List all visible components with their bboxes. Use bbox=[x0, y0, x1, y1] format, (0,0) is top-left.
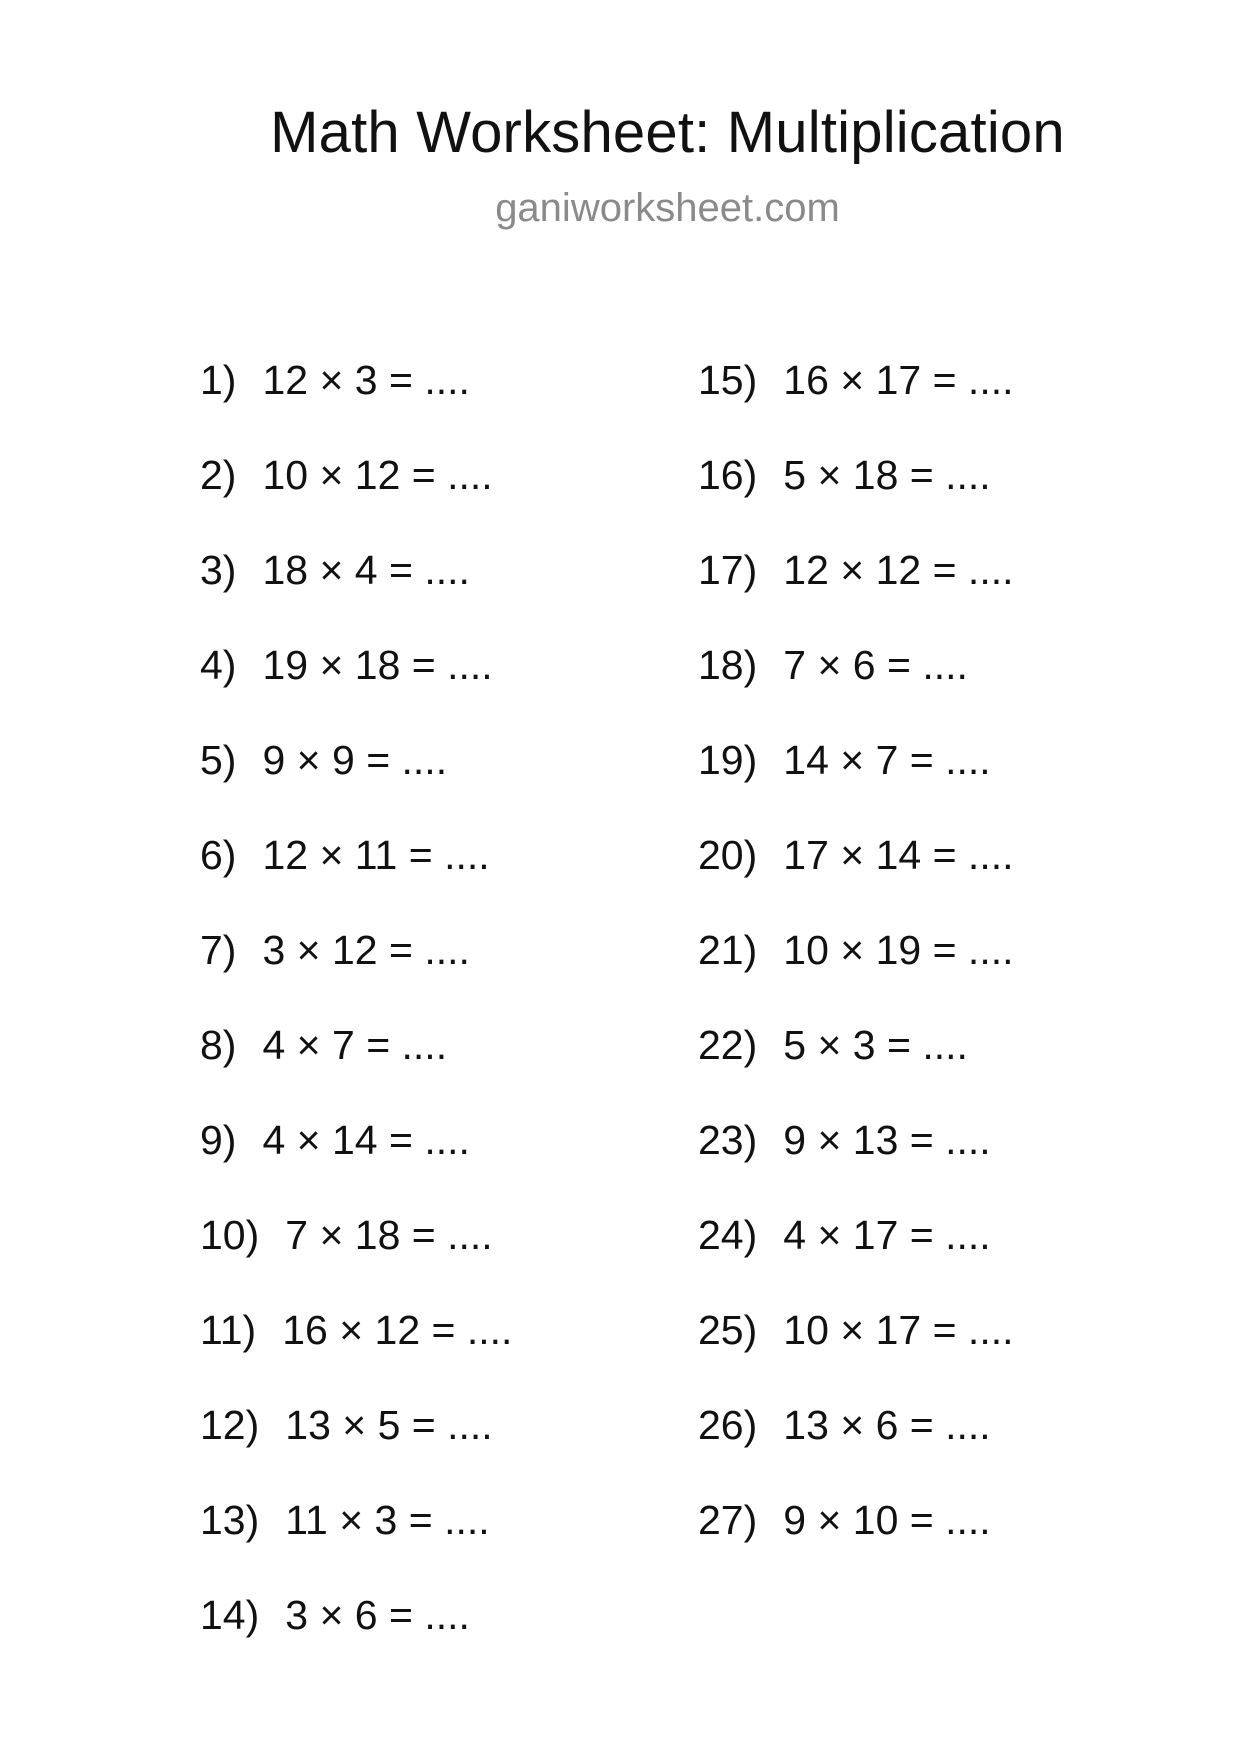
problem-item bbox=[200, 540, 640, 635]
problem-expression: 4 × 7 = .... bbox=[262, 1022, 448, 1068]
problem-number: 9) bbox=[200, 1117, 237, 1163]
problem-item bbox=[698, 1015, 1138, 1110]
problem-item bbox=[698, 635, 1138, 730]
problem-item bbox=[698, 540, 1138, 635]
problem-item bbox=[200, 1490, 640, 1585]
problem-number: 3) bbox=[200, 547, 237, 593]
problem-number: 23) bbox=[698, 1117, 758, 1163]
problem-expression: 13 × 5 = .... bbox=[285, 1402, 493, 1448]
problem-number: 2) bbox=[200, 452, 237, 498]
problem-item bbox=[200, 1015, 640, 1110]
problem-item bbox=[698, 445, 1138, 540]
problem-number: 4) bbox=[200, 642, 237, 688]
problem-expression: 7 × 6 = .... bbox=[783, 642, 968, 688]
problem-expression: 10 × 17 = .... bbox=[783, 1307, 1014, 1353]
problem-number: 24) bbox=[698, 1212, 758, 1258]
problem-item bbox=[200, 635, 640, 730]
problem-item bbox=[698, 920, 1138, 1015]
problem-expression: 3 × 6 = .... bbox=[285, 1592, 470, 1638]
problem-item bbox=[200, 445, 640, 540]
problem-number: 10) bbox=[200, 1212, 260, 1258]
problem-item bbox=[200, 825, 640, 920]
problem-expression: 12 × 12 = .... bbox=[783, 547, 1014, 593]
problem-number: 17) bbox=[698, 547, 758, 593]
problem-item bbox=[200, 1585, 640, 1680]
problem-number: 14) bbox=[200, 1592, 260, 1638]
problem-expression: 17 × 14 = .... bbox=[783, 832, 1014, 878]
problem-number: 19) bbox=[698, 737, 758, 783]
problem-expression: 10 × 12 = .... bbox=[262, 452, 493, 498]
problem-number: 16) bbox=[698, 452, 758, 498]
problem-item bbox=[200, 920, 640, 1015]
problem-item bbox=[698, 730, 1138, 825]
problem-item bbox=[200, 350, 640, 445]
problem-expression: 18 × 4 = .... bbox=[262, 547, 470, 593]
problem-number: 25) bbox=[698, 1307, 758, 1353]
problem-number: 13) bbox=[200, 1497, 260, 1543]
problem-item bbox=[698, 1300, 1138, 1395]
problem-item bbox=[200, 1395, 640, 1490]
problem-number: 1) bbox=[200, 357, 237, 403]
problem-item bbox=[698, 1110, 1138, 1205]
problem-item bbox=[698, 1205, 1138, 1300]
problem-item bbox=[698, 825, 1138, 920]
problem-number: 26) bbox=[698, 1402, 758, 1448]
problem-expression: 16 × 17 = .... bbox=[783, 357, 1014, 403]
problem-expression: 10 × 19 = .... bbox=[783, 927, 1014, 973]
problem-number: 6) bbox=[200, 832, 237, 878]
problem-item bbox=[200, 1110, 640, 1205]
problem-expression: 5 × 3 = .... bbox=[783, 1022, 968, 1068]
problem-number: 18) bbox=[698, 642, 758, 688]
problem-expression: 9 × 10 = .... bbox=[783, 1497, 991, 1543]
problem-number: 22) bbox=[698, 1022, 758, 1068]
problem-expression: 12 × 11 = .... bbox=[262, 832, 490, 878]
problem-number: 8) bbox=[200, 1022, 237, 1068]
problem-item bbox=[200, 1205, 640, 1300]
problem-number: 7) bbox=[200, 927, 237, 973]
problem-expression: 4 × 17 = .... bbox=[783, 1212, 991, 1258]
problem-number: 12) bbox=[200, 1402, 260, 1448]
problem-item bbox=[200, 1300, 640, 1395]
problem-expression: 12 × 3 = .... bbox=[262, 357, 470, 403]
problem-expression: 4 × 14 = .... bbox=[262, 1117, 470, 1163]
problem-expression: 9 × 9 = .... bbox=[262, 737, 448, 783]
problem-number: 27) bbox=[698, 1497, 758, 1543]
problem-expression: 19 × 18 = .... bbox=[262, 642, 493, 688]
problem-number: 20) bbox=[698, 832, 758, 878]
problem-item bbox=[698, 1395, 1138, 1490]
problem-expression: 5 × 18 = .... bbox=[783, 452, 991, 498]
problem-expression: 9 × 13 = .... bbox=[783, 1117, 991, 1163]
problem-number: 21) bbox=[698, 927, 758, 973]
problem-number: 11) bbox=[200, 1307, 257, 1353]
problem-item bbox=[698, 1490, 1138, 1585]
problem-number: 5) bbox=[200, 737, 237, 783]
worksheet-source: ganiworksheet.com bbox=[495, 186, 840, 230]
problem-expression: 3 × 12 = .... bbox=[262, 927, 470, 973]
problem-item bbox=[698, 350, 1138, 445]
problem-item bbox=[200, 730, 640, 825]
problems-left-column bbox=[200, 350, 640, 1680]
problem-expression: 14 × 7 = .... bbox=[783, 737, 991, 783]
problem-expression: 7 × 18 = .... bbox=[285, 1212, 493, 1258]
problems-right-column bbox=[698, 350, 1138, 1585]
problem-expression: 16 × 12 = .... bbox=[282, 1307, 513, 1353]
problem-expression: 11 × 3 = .... bbox=[285, 1497, 490, 1543]
problem-expression: 13 × 6 = .... bbox=[783, 1402, 991, 1448]
worksheet-title: Math Worksheet: Multiplication bbox=[270, 100, 1065, 165]
problem-number: 15) bbox=[698, 357, 758, 403]
